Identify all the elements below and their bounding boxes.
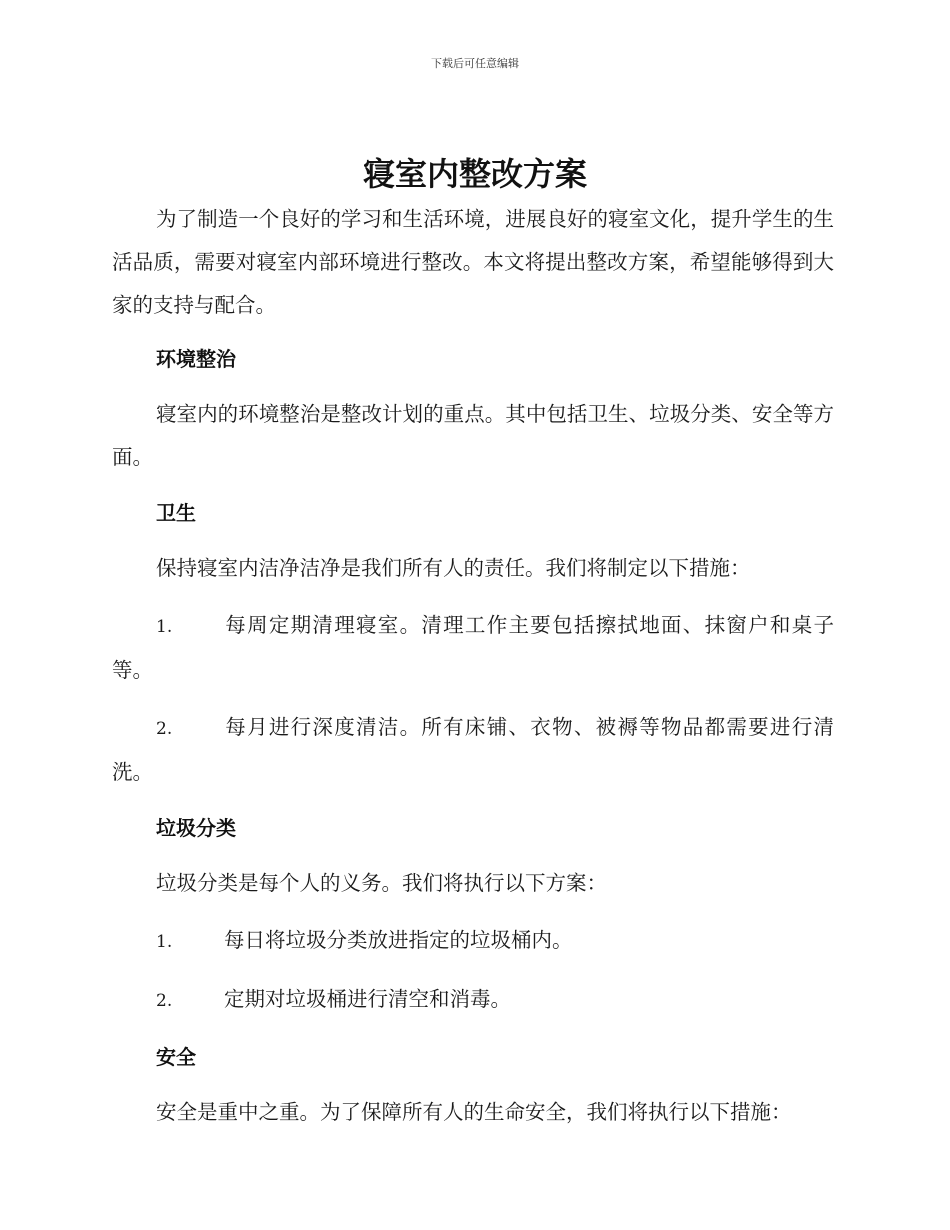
list-item-text: 每月进行深度清洁。所有床铺、衣物、被褥等物品都需要进行清洗。	[112, 715, 834, 784]
section-heading-hygiene: 卫生	[156, 501, 196, 525]
environment-paragraph: 寝室内的环境整治是整改计划的重点。其中包括卫生、垃圾分类、安全等方面。	[112, 402, 834, 469]
list-item	[112, 978, 834, 1023]
section-heading-environment: 环境整治	[156, 347, 236, 371]
safety-paragraph: 安全是重中之重。为了保障所有人的生命安全，我们将执行以下措施：	[156, 1100, 792, 1124]
list-item-text: 每周定期清理寝室。清理工作主要包括擦拭地面、抹窗户和桌子等。	[112, 613, 834, 682]
intro-paragraph: 为了制造一个良好的学习和生活环境，进展良好的寝室文化，提升学生的生活品质，需要对寝室内部环境进行整改。本文将提出整改方案，希望能够得到大家的支持与配合。	[112, 207, 834, 317]
document-title: 寝室内整改方案	[362, 155, 587, 193]
section-heading-safety: 安全	[156, 1045, 196, 1069]
list-item	[112, 706, 834, 794]
list-item	[112, 919, 834, 964]
list-item-text: 定期对垃圾桶进行清空和消毒。	[224, 987, 511, 1011]
sorting-paragraph: 垃圾分类是每个人的义务。我们将执行以下方案：	[156, 871, 607, 895]
list-number: 2.	[156, 991, 173, 1011]
list-number: 2.	[156, 719, 173, 739]
hygiene-paragraph: 保持寝室内洁净洁净是我们所有人的责任。我们将制定以下措施：	[156, 556, 751, 580]
list-item	[112, 604, 834, 692]
document-body	[112, 198, 834, 1134]
section-heading-sorting: 垃圾分类	[156, 816, 236, 840]
page-header: 下载后可任意编辑	[431, 57, 519, 70]
list-number: 1.	[156, 932, 173, 952]
list-item-text: 每日将垃圾分类放进指定的垃圾桶内。	[224, 928, 573, 952]
list-number: 1.	[156, 617, 173, 637]
